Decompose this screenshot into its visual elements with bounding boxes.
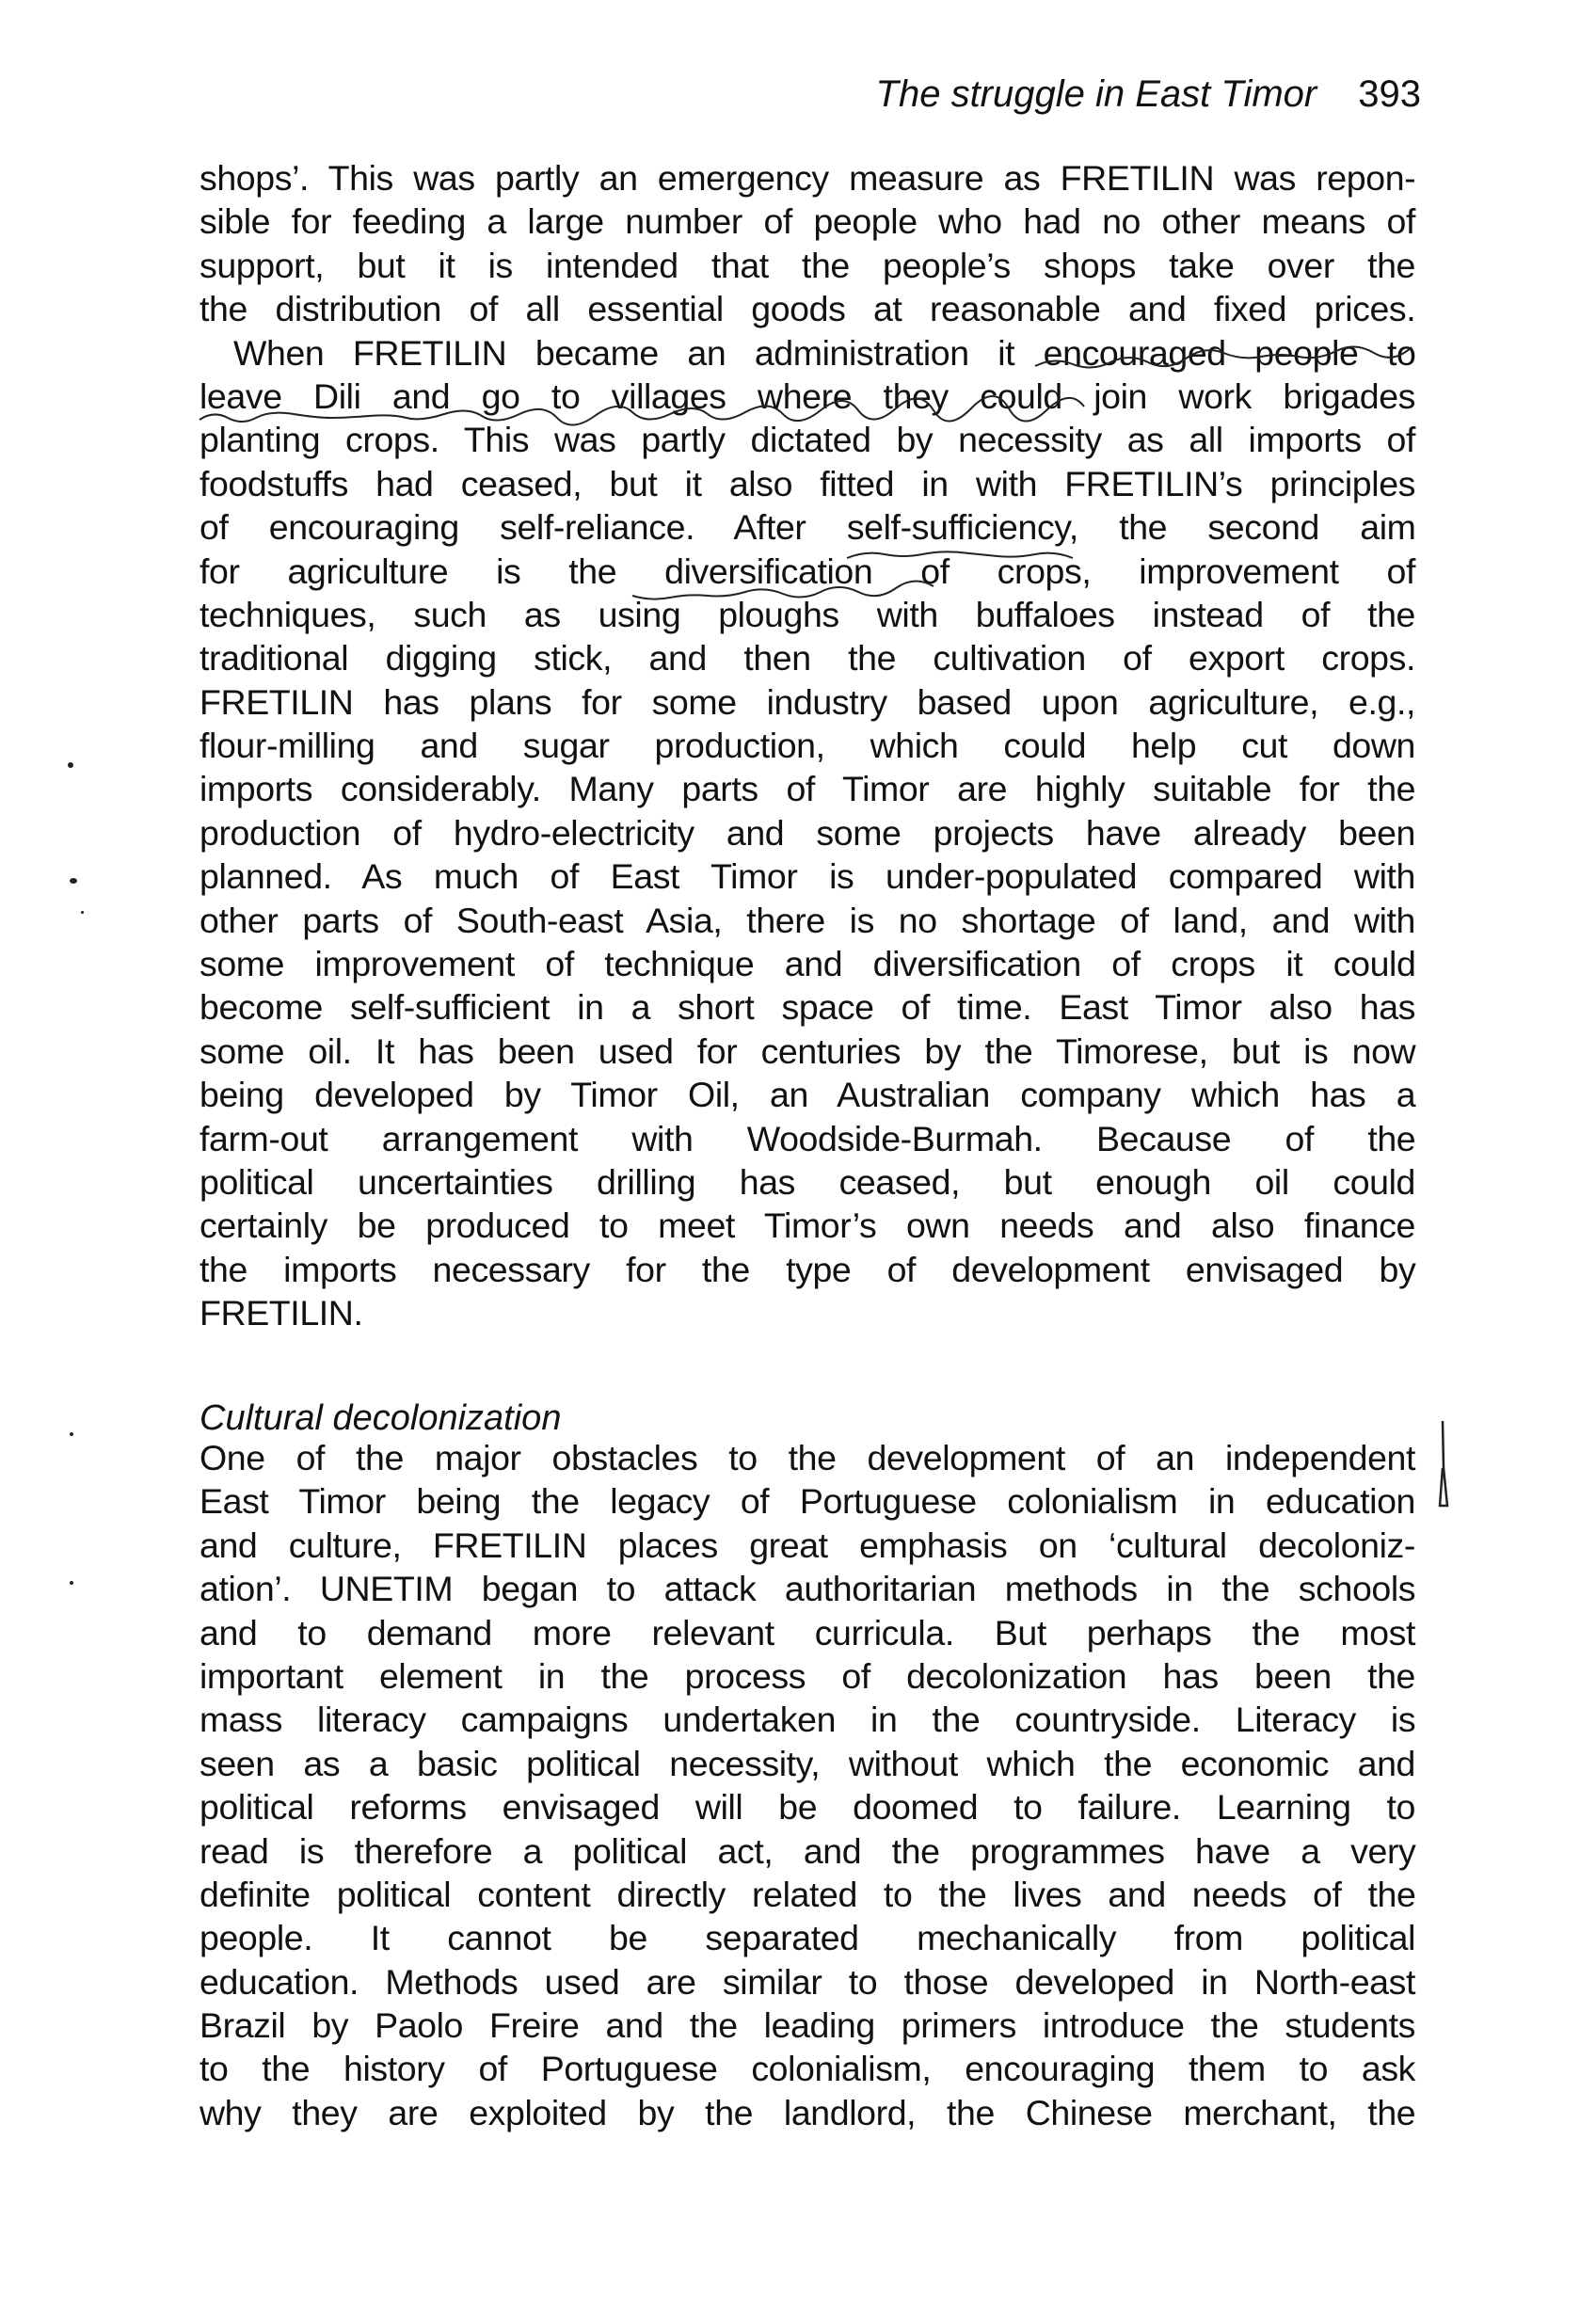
text-line: for agriculture is the diversification of crops, improvement of [200, 551, 1415, 591]
text-line: planting crops. This was partly dictated by necessity as all imports of [200, 420, 1415, 460]
text-line: people. It cannot be separated mechanically from political [200, 1918, 1415, 1958]
text-line: political uncertainties drilling has ceased, but enough oil could [200, 1161, 1415, 1202]
underline-diversification [632, 581, 934, 599]
margin-speck [70, 1581, 73, 1585]
text-line: important element in the process of decolonization has been the [200, 1655, 1415, 1696]
text-line: become self-sufficient in a short space of time. East Timor also has [200, 987, 1416, 1028]
margin-speck [68, 762, 73, 768]
text-line: farm-out arrangement with Woodside-Burmah. Because of the [200, 1118, 1416, 1158]
underline-encouraged-people [1035, 346, 1412, 367]
text-line: and to demand more relevant curricula. But perhaps the most [200, 1612, 1415, 1652]
text-line: being developed by Timor Oil, an Australian company which has a [200, 1075, 1416, 1115]
text-line: sible for feeding a large number of people who had no other means of [200, 201, 1415, 242]
underline-leave-dili [200, 396, 1084, 425]
text-line: the distribution of all essential goods at reasonable and fixed prices. [200, 289, 1416, 329]
text-line: When FRETILIN became an administration it encouraged people to [233, 332, 1416, 373]
text-line: definite political content directly related to the lives and needs of the [200, 1874, 1416, 1914]
text-line: read is therefore a political act, and the programmes have a very [200, 1830, 1416, 1871]
text-line: other parts of South-east Asia, there is no shortage of land, and with [200, 900, 1415, 940]
text-line: the imports necessary for the type of development envisaged by [200, 1249, 1416, 1289]
text-line: and culture, FRETILIN places great emphasis on ‘cultural decoloniz- [200, 1525, 1415, 1565]
text-line: mass literacy campaigns undertaken in the countryside. Literacy is [200, 1700, 1416, 1740]
text-line: flour-milling and sugar production, which could help cut down [200, 726, 1415, 766]
text-line: political reforms envisaged will be doomed to failure. Learning to [200, 1787, 1415, 1828]
text-line: techniques, such as using ploughs with buffaloes instead of the [200, 594, 1415, 634]
text-line: production of hydro-electricity and some projects have already been [200, 812, 1415, 853]
text-line: why they are exploited by the landlord, the Chinese merchant, the [200, 2092, 1416, 2132]
text-line: some improvement of technique and diversification of crops it could [200, 944, 1416, 984]
page-number: 393 [1358, 73, 1421, 115]
text-line: FRETILIN has plans for some industry based upon agriculture, e.g., [200, 681, 1415, 722]
text-line: Brazil by Paolo Freire and the leading primers introduce the students [200, 2005, 1415, 2046]
text-line: education. Methods used are similar to those developed in North-east [200, 1961, 1415, 2002]
text-line: foodstuffs had ceased, but it also fitted in with FRETILIN’s principles [200, 463, 1415, 503]
margin-speck [81, 911, 84, 914]
text-line: imports considerably. Many parts of Timor are highly suitable for the [200, 769, 1416, 809]
text-line: traditional digging stick, and then the cultivation of export crops. [200, 638, 1415, 679]
text-line: shops’. This was partly an emergency measure as FRETILIN was repon- [200, 158, 1416, 198]
text-line: support, but it is intended that the people’s shops take over the [200, 245, 1415, 285]
text-line: certainly be produced to meet Timor’s own needs and also finance [200, 1205, 1415, 1246]
margin-speck [70, 1432, 73, 1436]
text-line: One of the major obstacles to the development of an independent [200, 1438, 1416, 1477]
section-heading: Cultural decolonization [200, 1398, 562, 1438]
margin-speck [70, 878, 77, 884]
margin-vertical-stroke [1440, 1421, 1447, 1506]
running-head-title: The struggle in East Timor [875, 73, 1317, 115]
text-line: seen as a basic political necessity, without which the economic and [200, 1743, 1415, 1783]
text-line: to the history of Portuguese colonialism, encouraging them to ask [200, 2049, 1416, 2089]
text-line: planned. As much of East Timor is under-populated compared with [200, 856, 1415, 897]
text-line: East Timor being the legacy of Portuguese colonialism in education [200, 1481, 1415, 1522]
text-line: some oil. It has been used for centuries by the Timorese, but is now [200, 1030, 1416, 1071]
text-line: leave Dili and go to villages where they could join work brigades [200, 375, 1416, 416]
underline-self-sufficiency [847, 551, 1073, 558]
text-line: of encouraging self-reliance. After self-sufficiency, the second aim [200, 507, 1416, 548]
text-line: FRETILIN. [200, 1293, 363, 1333]
text-line: ation’. UNETIM began to attack authoritarian methods in the schools [200, 1569, 1416, 1609]
